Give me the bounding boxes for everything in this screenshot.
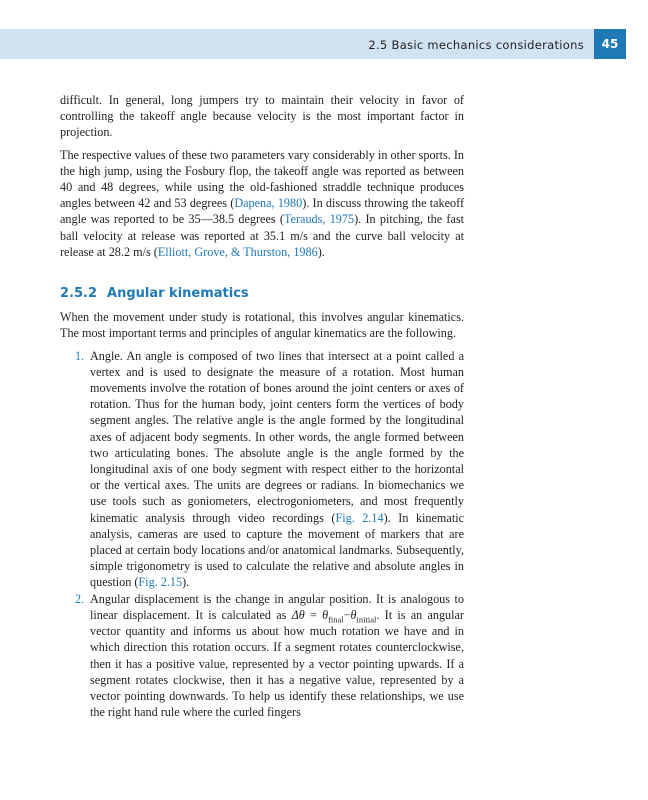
section-number: 2.5.2 — [60, 286, 98, 302]
page-number-text: 45 — [601, 37, 619, 51]
page-body — [60, 92, 464, 720]
paragraph-1: difficult. In general, long jumpers try to maintain their velocity in favor of controlling the takeoff angle because velocity is the most important factor in projection. — [60, 93, 464, 140]
equation-sub-initial: initial — [356, 614, 377, 625]
paragraph-2-text-4: ). — [317, 244, 325, 259]
paragraph-2-text-1: The respective values of these two parameters vary considerably in other sports. In the high jump, using the Fosbury flop, the takeoff angle was reported as between 40 and 48 degrees, while using the old-fashioned straddle technique produces angles between 42 and 53 degrees ( — [60, 147, 464, 211]
list-marker-1: 1. — [75, 348, 85, 363]
list-item-1-text-3: ). — [182, 575, 190, 590]
list-item-2-text-1: Angular displacement is the change in angular position. It is analogous to linear displacement. It is calculated as — [90, 591, 464, 622]
equation-theta-initial: θ — [350, 607, 357, 622]
equation-equals: = — [304, 607, 323, 622]
running-header-title: 2.5 Basic mechanics considerations — [368, 38, 584, 52]
list-marker-2: 2. — [75, 591, 85, 606]
list-item-1 — [60, 348, 464, 591]
page-number — [594, 29, 626, 59]
paragraph-2 — [60, 147, 464, 260]
numbered-list — [60, 348, 464, 721]
equation-lhs: Δθ — [291, 607, 305, 622]
figure-link-2-15[interactable]: Fig. 2.15 — [138, 575, 183, 590]
citation-elliott[interactable]: Elliott, Grove, & Thurston, 1986 — [157, 244, 318, 259]
paragraph-2-text-2: ). In discuss throwing the takeoff angle was reported to be 35—38.5 degrees ( — [60, 196, 464, 227]
section-title: Angular kinematics — [107, 286, 249, 302]
equation-theta-final: θ — [322, 607, 329, 622]
section-heading — [60, 286, 464, 302]
figure-link-2-14[interactable]: Fig. 2.14 — [335, 510, 384, 525]
section-intro: When the movement under study is rotational, this involves angular kinematics. The most important terms and principles of angular kinematics are the following. — [60, 310, 464, 341]
equation-minus: − — [343, 607, 351, 622]
list-item-2 — [60, 591, 464, 721]
list-item-2-text-2: . It is an angular vector quantity and informs us about how much rotation we have and in which direction this rotation occurs. If a segment rotates counterclockwise, then it has a positive value, represented by a vector pointing upwards. If a segment rotates clockwise, then it has a negative value, represented by a vector pointing downwards. To help us identify these relationships, we use the right hand rule where the curled fingers — [90, 607, 464, 720]
citation-terauds[interactable]: Terauds, 1975 — [283, 212, 355, 227]
citation-dapena[interactable]: Dapena, 1980 — [234, 196, 303, 211]
equation-sub-final: final — [328, 614, 344, 625]
list-item-1-text-2: ). In kinematic analysis, cameras are used to capture the movement of markers that are placed at certain body locations and/or anatomical landmarks. Subsequently, simple trigonometry is used to calculate the relative and absolute angles in question ( — [90, 510, 464, 590]
list-item-1-text-1: Angle. An angle is composed of two lines that intersect at a point called a vertex and is used to designate the measure of a rotation. Most human movements involve the rotation of bones around the joint centers or axes of rotation. Thus for the human body, joint centers form the vertices of body segment angles. The relative angle is the angle formed by the longitudinal axes of adjacent body segments. In other words, the angle formed between two articulating bones. The absolute angle is the angle formed by the longitudinal axis of one body segment with respect either to the horizontal or the vertical axes. The units are degrees or radians. In biomechanics we use tools such as goniometers, electrogoniometers, and most frequently kinematic analysis through video recordings ( — [90, 348, 464, 525]
paragraph-2-text-3: ). In pitching, the fast ball velocity at release was reported at 35.1 m/s and the curve ball velocity at release at 28.2 m/s ( — [60, 212, 464, 259]
